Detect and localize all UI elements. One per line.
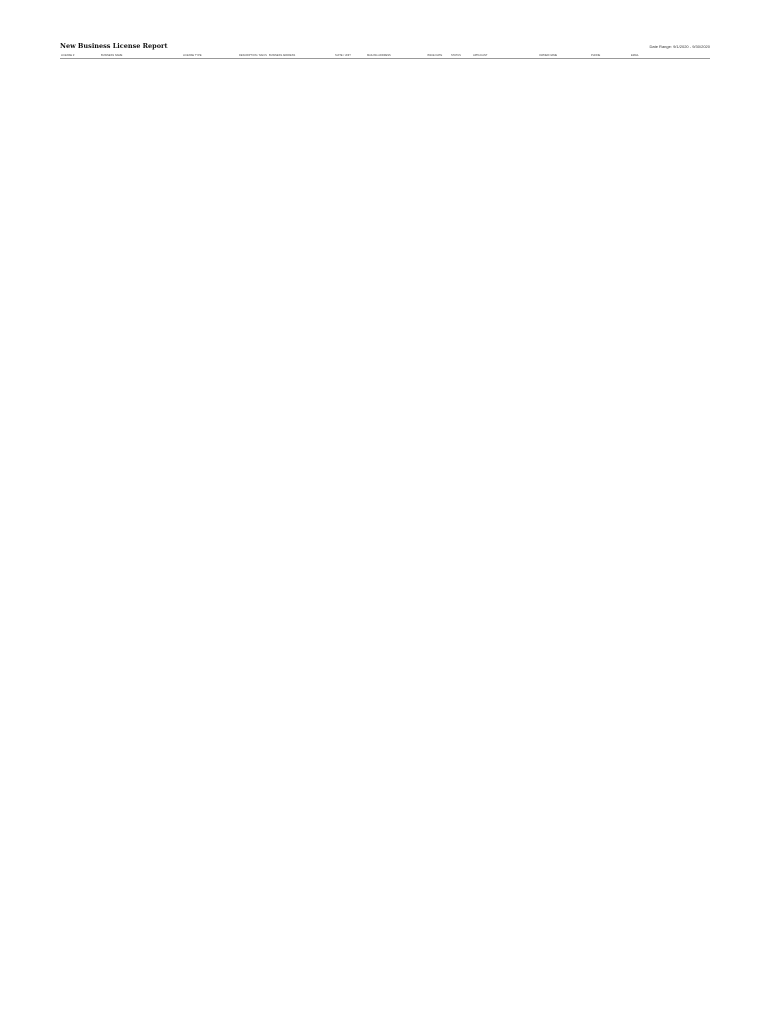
report-date-range: Date Range: 9/1/2020 - 9/30/2020 [649,44,710,49]
col-phone: PHONE [590,51,630,59]
col-mailing-address: MAILING ADDRESS [366,51,426,59]
col-business-address: BUSINESS ADDRESS [268,51,334,59]
col-business-name: BUSINESS NAME [100,51,182,59]
col-email: EMAIL [630,51,710,59]
col-suite: SUITE / UNIT [334,51,366,59]
col-license: LICENSE # [60,51,100,59]
col-owner: OWNER NAME [538,51,590,59]
report-title: New Business License Report [60,42,168,50]
col-issue-date: ISSUE DATE [426,51,450,59]
col-applicant: APPLICANT [472,51,538,59]
col-license-type: LICENSE TYPE [182,51,238,59]
table-header-row [60,51,710,59]
col-status: STATUS [450,51,472,59]
col-description: DESCRIPTION / NAICS [238,51,268,59]
license-table [60,51,710,59]
